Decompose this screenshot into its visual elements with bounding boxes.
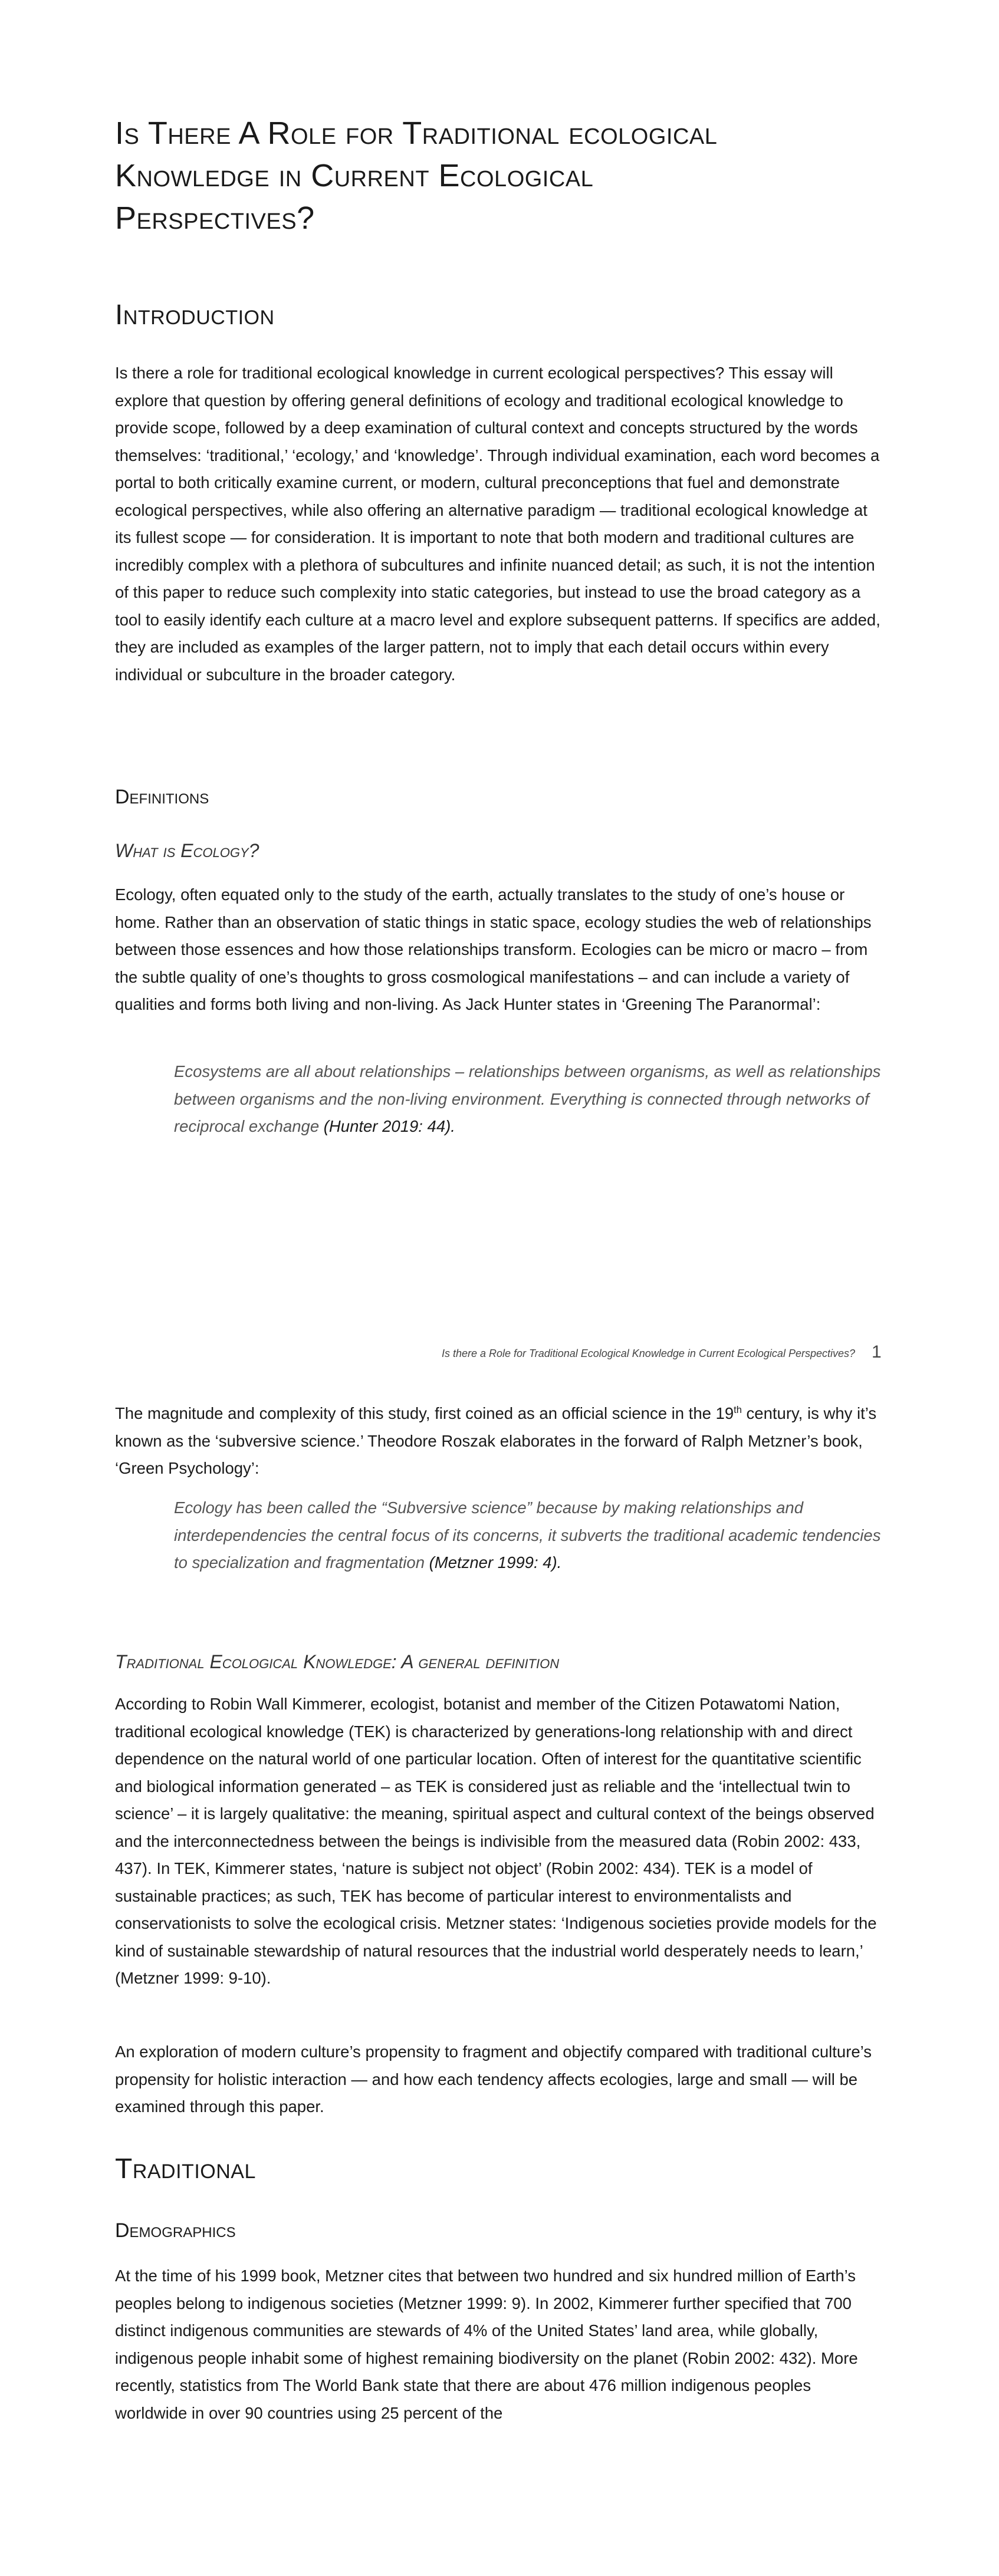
tek-paragraph-1: According to Robin Wall Kimmerer, ecologist, botanist and member of the Citizen Potawatomi Nation, traditional ecological knowledge (TEK) is characterized by generations-long relationship with and direct dependence on the natural world of one particular location. Often of interest for the quantitative scientific and biological information generated – as TEK is considered just as reliable and the ‘intellectual twin to science’ – it is largely qualitative: the meaning, spiritual aspect and cultural context of the beings observed and the interconnectedness between the beings is indivisible from the measured data (Robin 2002: 433, 437). In TEK, Kimmerer states, ‘nature is subject not object’ (Robin 2002: 434). TEK is a model of sustainable practices; as such, TEK has become of particular interest to environmentalists and conservationists to solve the ecological crisis. Metzner states: ‘Indigenous societies provide models for the kind of sustainable stewardship of natural resources that the industrial world desperately needs to learn,’ (Metzner 1999: 9-10). [115, 1695, 877, 1987]
definitions-heading: Definitions [115, 786, 209, 808]
roszak-quote [174, 1494, 885, 1577]
tek-definition-heading: Traditional Ecological Knowledge: A general definition [115, 1651, 560, 1672]
document-title [115, 112, 885, 239]
magnitude-text-a: The magnitude and complexity of this study, first coined as an official science in the 19 [115, 1404, 734, 1422]
hunter-quote [174, 1058, 885, 1141]
hunter-quote-citation: (Hunter 2019: 44). [323, 1117, 455, 1135]
ecology-paragraph: Ecology, often equated only to the study of the earth, actually translates to the study of one’s house or home. Rather than an observation of static things in static space, ecology studies the web of relationships between those essences and how those relationships transform. Ecologies can be micro or macro – from the subtle quality of one’s thoughts to gross cosmological manifestations – and can include a variety of qualities and forms both living and non-living. As Jack Hunter states in ‘Greening The Paranormal’: [115, 885, 872, 1013]
title-line-3: Perspectives? [115, 200, 315, 236]
magnitude-paragraph [115, 1400, 885, 1483]
what-is-ecology-heading: What is Ecology? [115, 840, 259, 861]
demographics-paragraph: At the time of his 1999 book, Metzner cites that between two hundred and six hundred million of Earth’s peoples belong to indigenous societies (Metzner 1999: 9). In 2002, Kimmerer further specified that 700 distinct indigenous communities are stewards of 4% of the United States’ land area, while globally, indigenous people inhabit some of highest remaining biodiversity on the planet (Robin 2002: 432). More recently, statistics from The World Bank state that there are about 476 million indigenous peoples worldwide in over 90 countries using 25 percent of the [115, 2267, 858, 2422]
running-footer-title: Is there a Role for Traditional Ecological Knowledge in Current Ecological Perspectives? [441, 1348, 855, 1359]
tek-paragraph-2: An exploration of modern culture’s propensity to fragment and objectify compared with traditional culture’s propensity for holistic interaction — and how each tendency affects ecologies, large and small — will be examined through this paper. [115, 2043, 872, 2116]
demographics-heading: Demographics [115, 2219, 236, 2242]
hunter-quote-text: Ecosystems are all about relationships – relationships between organisms, as well as relationships between organisms and the non-living environment. Everything is connected through networks of reciprocal exchange [174, 1062, 881, 1135]
magnitude-text-b: century, is why it’s known as the ‘subversive science.’ Theodore Roszak elaborates in the forward of Ralph Metzner’s book, ‘Green Psychology’: [115, 1404, 877, 1477]
traditional-heading: Traditional [115, 2153, 256, 2185]
roszak-quote-text: Ecology has been called the “Subversive science” because by making relationships and interdependencies the central focus of its concerns, it subverts the traditional academic tendencies to specialization and fragmentation [174, 1498, 881, 1572]
roszak-quote-citation: (Metzner 1999: 4). [429, 1553, 562, 1572]
introduction-heading: Introduction [115, 299, 275, 331]
magnitude-superscript: th [734, 1404, 742, 1415]
title-line-2: Knowledge in Current Ecological [115, 158, 594, 193]
page-number: 1 [872, 1342, 882, 1362]
introduction-paragraph: Is there a role for traditional ecological knowledge in current ecological perspectives? This essay will explore that question by offering general definitions of ecology and traditional ecological knowledge to provide scope, followed by a deep examination of cultural context and concepts structured by the words themselves: ‘traditional,’ ‘ecology,’ and ‘knowledge’. Through individual examination, each word becomes a portal to both critically examine current, or modern, cultural preconceptions that fuel and demonstrate ecological perspectives, while also offering an alternative paradigm — traditional ecological knowledge at its fullest scope — for consideration. It is important to note that both modern and traditional cultures are incredibly complex with a plethora of subcultures and infinite nuanced detail; as such, it is not the intention of this paper to reduce such complexity into static categories, but instead to use the broad category as a tool to easily identify each culture at a macro level and explore subsequent patterns. If specifics are added, they are included as examples of the larger pattern, not to imply that each detail occurs within every individual or subculture in the broader category. [115, 364, 880, 684]
title-line-1: Is There A Role for Traditional ecological [115, 116, 718, 151]
